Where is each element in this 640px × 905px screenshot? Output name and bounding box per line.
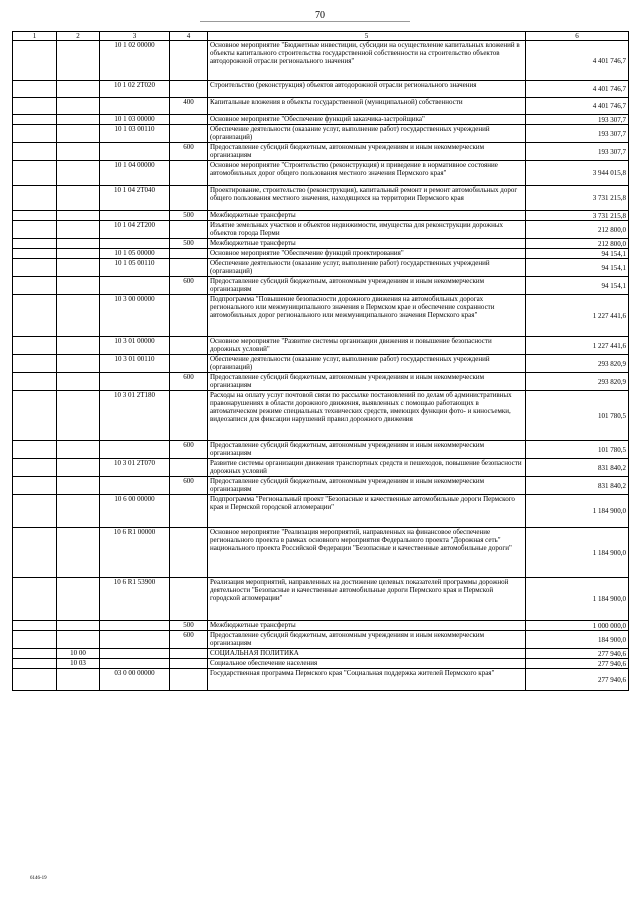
table-row [13, 477, 629, 495]
table-row [13, 391, 629, 441]
cell-division [13, 143, 57, 161]
cell-amount: 1 184 900,0 [526, 578, 629, 621]
cell-division [13, 441, 57, 459]
cell-name: Проектирование, строительство (реконструкция), капитальный ремонт и ремонт автомобильных дорог общего пользования местного значения, находящихся на территории Пермского края [208, 186, 526, 211]
cell-type: 400 [170, 98, 208, 115]
cell-division [13, 41, 57, 81]
cell-target: 10 1 04 00000 [100, 161, 170, 186]
cell-amount: 277 940,6 [526, 669, 629, 691]
cell-amount: 193 307,7 [526, 115, 629, 125]
cell-amount: 1 184 900,0 [526, 528, 629, 578]
cell-section [57, 259, 100, 277]
cell-name: Основное мероприятие "Реализация мероприятий, направленных на финансовое обеспечение регионального проекта в рамках основного мероприятия Федерального проекта "Дорожная сеть" национального проекта Российской Федерации "Безопасные и качественные автомобильные дороги" [208, 528, 526, 578]
header-rule [200, 21, 410, 22]
cell-section [57, 81, 100, 98]
cell-target [100, 441, 170, 459]
cell-name: Предоставление субсидий бюджетным, автономным учреждениям и иным некоммерческим организациям [208, 373, 526, 391]
cell-type [170, 221, 208, 239]
cell-amount: 101 780,5 [526, 391, 629, 441]
cell-name: Предоставление субсидий бюджетным, автономным учреждениям и иным некоммерческим организациям [208, 441, 526, 459]
column-number: 4 [170, 32, 208, 41]
cell-target [100, 211, 170, 221]
cell-division [13, 295, 57, 337]
cell-division [13, 459, 57, 477]
cell-type [170, 391, 208, 441]
cell-name: Межбюджетные трансферты [208, 621, 526, 631]
column-number: 5 [208, 32, 526, 41]
cell-type [170, 495, 208, 528]
footer-code: 6146-19 [30, 876, 47, 881]
cell-target [100, 98, 170, 115]
cell-name: Основное мероприятие "Строительство (реконструкция) и приведение в нормативное состояние автомобильных дорог общего пользования местного значения Пермского края" [208, 161, 526, 186]
cell-section [57, 221, 100, 239]
cell-name: Основное мероприятие "Обеспечение функций проектирования" [208, 249, 526, 259]
cell-name: Подпрограмма "Повышение безопасности дорожного движения на автомобильных дорогах регионального или межмуниципального значения в Пермском крае и обеспечение сохранности автомобильных дорог регионального или межмуниципального значения Пермского края" [208, 295, 526, 337]
cell-amount: 4 401 746,7 [526, 81, 629, 98]
cell-name: Капитальные вложения в объекты государственной (муниципальной) собственности [208, 98, 526, 115]
cell-division [13, 391, 57, 441]
table-row [13, 81, 629, 98]
cell-target: 10 6 R1 00000 [100, 528, 170, 578]
cell-section [57, 239, 100, 249]
cell-name: Обеспечение деятельности (оказание услуг, выполнение работ) государственных учреждений (организаций) [208, 355, 526, 373]
cell-division [13, 649, 57, 659]
cell-type [170, 41, 208, 81]
cell-section [57, 373, 100, 391]
cell-section [57, 459, 100, 477]
cell-target: 10 1 04 2Т200 [100, 221, 170, 239]
cell-section [57, 669, 100, 691]
table-row [13, 211, 629, 221]
cell-target: 10 3 01 2Т070 [100, 459, 170, 477]
cell-type [170, 649, 208, 659]
cell-division [13, 337, 57, 355]
cell-section [57, 143, 100, 161]
cell-name: Предоставление субсидий бюджетным, автономным учреждениям и иным некоммерческим организациям [208, 477, 526, 495]
cell-amount: 184 900,0 [526, 631, 629, 649]
cell-section [57, 211, 100, 221]
cell-amount: 277 940,6 [526, 649, 629, 659]
column-number: 6 [526, 32, 629, 41]
cell-type [170, 125, 208, 143]
table-row [13, 125, 629, 143]
table-row [13, 441, 629, 459]
cell-target [100, 659, 170, 669]
cell-name: Социальное обеспечение населения [208, 659, 526, 669]
cell-type [170, 355, 208, 373]
table-row [13, 337, 629, 355]
cell-target: 10 3 00 00000 [100, 295, 170, 337]
cell-type [170, 578, 208, 621]
cell-name: Межбюджетные трансферты [208, 239, 526, 249]
cell-section [57, 125, 100, 143]
cell-target: 10 3 01 2Т180 [100, 391, 170, 441]
cell-type [170, 259, 208, 277]
cell-amount: 1 227 441,6 [526, 295, 629, 337]
table-row [13, 41, 629, 81]
cell-target [100, 143, 170, 161]
table-row [13, 621, 629, 631]
cell-division [13, 221, 57, 239]
table-row [13, 659, 629, 669]
cell-target [100, 239, 170, 249]
cell-name: Предоставление субсидий бюджетным, автономным учреждениям и иным некоммерческим организациям [208, 277, 526, 295]
table-row [13, 631, 629, 649]
column-number-row [13, 32, 629, 41]
cell-target [100, 277, 170, 295]
cell-target: 10 1 04 2Т040 [100, 186, 170, 211]
cell-name: Межбюджетные трансферты [208, 211, 526, 221]
cell-type: 600 [170, 373, 208, 391]
cell-name: Обеспечение деятельности (оказание услуг, выполнение работ) государственных учреждений (организаций) [208, 259, 526, 277]
cell-division [13, 277, 57, 295]
cell-type [170, 459, 208, 477]
cell-amount: 831 840,2 [526, 459, 629, 477]
cell-section [57, 98, 100, 115]
cell-target: 10 3 01 00110 [100, 355, 170, 373]
cell-type [170, 186, 208, 211]
cell-type: 600 [170, 143, 208, 161]
cell-division [13, 161, 57, 186]
column-number: 3 [100, 32, 170, 41]
cell-section [57, 391, 100, 441]
cell-section [57, 295, 100, 337]
cell-division [13, 186, 57, 211]
cell-section [57, 277, 100, 295]
cell-section [57, 578, 100, 621]
cell-type [170, 161, 208, 186]
table-row [13, 221, 629, 239]
cell-amount: 1 184 900,0 [526, 495, 629, 528]
cell-amount: 3 731 215,8 [526, 186, 629, 211]
cell-amount: 3 944 015,8 [526, 161, 629, 186]
table-row [13, 495, 629, 528]
cell-division [13, 81, 57, 98]
table-row [13, 239, 629, 249]
cell-section [57, 528, 100, 578]
cell-amount: 212 800,0 [526, 239, 629, 249]
table-row [13, 115, 629, 125]
cell-name: Подпрограмма "Региональный проект "Безопасные и качественные автомобильные дороги Пермского края и Пермской городской агломерации" [208, 495, 526, 528]
table-row [13, 277, 629, 295]
cell-section [57, 477, 100, 495]
cell-section [57, 621, 100, 631]
cell-section [57, 631, 100, 649]
cell-amount: 193 307,7 [526, 125, 629, 143]
cell-target: 10 1 02 00000 [100, 41, 170, 81]
cell-type [170, 115, 208, 125]
cell-target: 10 1 05 00000 [100, 249, 170, 259]
cell-target [100, 477, 170, 495]
cell-section: 10 00 [57, 649, 100, 659]
cell-type [170, 249, 208, 259]
cell-amount: 94 154,1 [526, 277, 629, 295]
cell-target: 10 6 R1 53900 [100, 578, 170, 621]
cell-type: 600 [170, 477, 208, 495]
table-row [13, 186, 629, 211]
cell-division [13, 355, 57, 373]
cell-division [13, 495, 57, 528]
cell-division [13, 211, 57, 221]
cell-section [57, 249, 100, 259]
cell-division [13, 621, 57, 631]
cell-type: 500 [170, 239, 208, 249]
cell-section [57, 337, 100, 355]
cell-target: 10 1 05 00110 [100, 259, 170, 277]
cell-target [100, 631, 170, 649]
cell-target [100, 649, 170, 659]
cell-amount: 94 154,1 [526, 259, 629, 277]
cell-division [13, 125, 57, 143]
cell-division [13, 249, 57, 259]
table-row [13, 295, 629, 337]
cell-amount: 293 820,9 [526, 355, 629, 373]
cell-name: Изъятие земельных участков и объектов недвижимости, имущества для реконструкции дорожных объектов города Перми [208, 221, 526, 239]
cell-name: Основное мероприятие "Обеспечение функций заказчика-застройщика" [208, 115, 526, 125]
cell-section [57, 495, 100, 528]
cell-amount: 94 154,1 [526, 249, 629, 259]
cell-amount: 4 401 746,7 [526, 98, 629, 115]
cell-target [100, 373, 170, 391]
column-number: 1 [13, 32, 57, 41]
cell-amount: 3 731 215,8 [526, 211, 629, 221]
table-row [13, 249, 629, 259]
table-row [13, 649, 629, 659]
cell-name: СОЦИАЛЬНАЯ ПОЛИТИКА [208, 649, 526, 659]
table-row [13, 459, 629, 477]
cell-name: Государственная программа Пермского края "Социальная поддержка жителей Пермского края" [208, 669, 526, 691]
cell-name: Реализация мероприятий, направленных на достижение целевых показателей программы дорожной деятельности "Безопасные и качественные автомобильные дороги Пермского края и Пермской городской агломерации" [208, 578, 526, 621]
table-row [13, 161, 629, 186]
cell-target: 10 1 03 00110 [100, 125, 170, 143]
cell-target: 10 1 03 00000 [100, 115, 170, 125]
table-row [13, 373, 629, 391]
cell-section [57, 115, 100, 125]
cell-amount: 1 227 441,6 [526, 337, 629, 355]
table-row [13, 528, 629, 578]
cell-name: Основное мероприятие "Развитие системы организации движения и повышение безопасности дорожных условий" [208, 337, 526, 355]
cell-target: 03 0 00 00000 [100, 669, 170, 691]
cell-amount: 101 780,5 [526, 441, 629, 459]
cell-type: 600 [170, 277, 208, 295]
cell-division [13, 373, 57, 391]
cell-division [13, 631, 57, 649]
cell-name: Строительство (реконструкция) объектов автодорожной отрасли регионального значения [208, 81, 526, 98]
cell-type [170, 659, 208, 669]
cell-section: 10 03 [57, 659, 100, 669]
cell-section [57, 186, 100, 211]
cell-division [13, 669, 57, 691]
cell-target: 10 3 01 00000 [100, 337, 170, 355]
cell-name: Предоставление субсидий бюджетным, автономным учреждениям и иным некоммерческим организациям [208, 143, 526, 161]
cell-amount: 193 307,7 [526, 143, 629, 161]
cell-amount: 831 840,2 [526, 477, 629, 495]
cell-section [57, 161, 100, 186]
cell-division [13, 115, 57, 125]
cell-division [13, 259, 57, 277]
cell-division [13, 659, 57, 669]
cell-name: Расходы на оплату услуг почтовой связи по рассылке постановлений по делам об административных правонарушениях в области дорожного движения, выявленных с помощью работающих в автоматическом режиме специальных технических средств, имеющих функции фото- и киносъемки, видеозаписи для фиксации нарушений правил дорожного движения [208, 391, 526, 441]
cell-section [57, 41, 100, 81]
table-row [13, 98, 629, 115]
table-row [13, 143, 629, 161]
cell-target [100, 621, 170, 631]
table-row [13, 669, 629, 691]
cell-name: Предоставление субсидий бюджетным, автономным учреждениям и иным некоммерческим организациям [208, 631, 526, 649]
cell-type: 600 [170, 441, 208, 459]
cell-amount: 293 820,9 [526, 373, 629, 391]
cell-division [13, 578, 57, 621]
cell-type [170, 528, 208, 578]
cell-type [170, 295, 208, 337]
cell-type: 500 [170, 621, 208, 631]
cell-division [13, 98, 57, 115]
page-number: 70 [315, 10, 325, 21]
cell-type: 500 [170, 211, 208, 221]
cell-amount: 212 800,0 [526, 221, 629, 239]
cell-name: Основное мероприятие "Бюджетные инвестиции, субсидии на осуществление капитальных вложений в объекты капитального строительства государственной собственности на строительство объектов автодорожной отрасли регионального значения" [208, 41, 526, 81]
cell-division [13, 239, 57, 249]
table-row [13, 578, 629, 621]
cell-name: Развитие системы организации движения транспортных средств и пешеходов, повышение безопасности дорожных условий [208, 459, 526, 477]
cell-amount: 277 940,6 [526, 659, 629, 669]
cell-type [170, 81, 208, 98]
cell-type [170, 337, 208, 355]
cell-type: 600 [170, 631, 208, 649]
column-number: 2 [57, 32, 100, 41]
cell-name: Обеспечение деятельности (оказание услуг, выполнение работ) государственных учреждений (организаций) [208, 125, 526, 143]
cell-section [57, 355, 100, 373]
cell-amount: 4 401 746,7 [526, 41, 629, 81]
cell-type [170, 669, 208, 691]
cell-division [13, 477, 57, 495]
cell-amount: 1 000 000,0 [526, 621, 629, 631]
cell-division [13, 528, 57, 578]
budget-table [12, 31, 629, 691]
table-row [13, 259, 629, 277]
cell-target: 10 6 00 00000 [100, 495, 170, 528]
table-row [13, 355, 629, 373]
cell-target: 10 1 02 2Т020 [100, 81, 170, 98]
cell-section [57, 441, 100, 459]
